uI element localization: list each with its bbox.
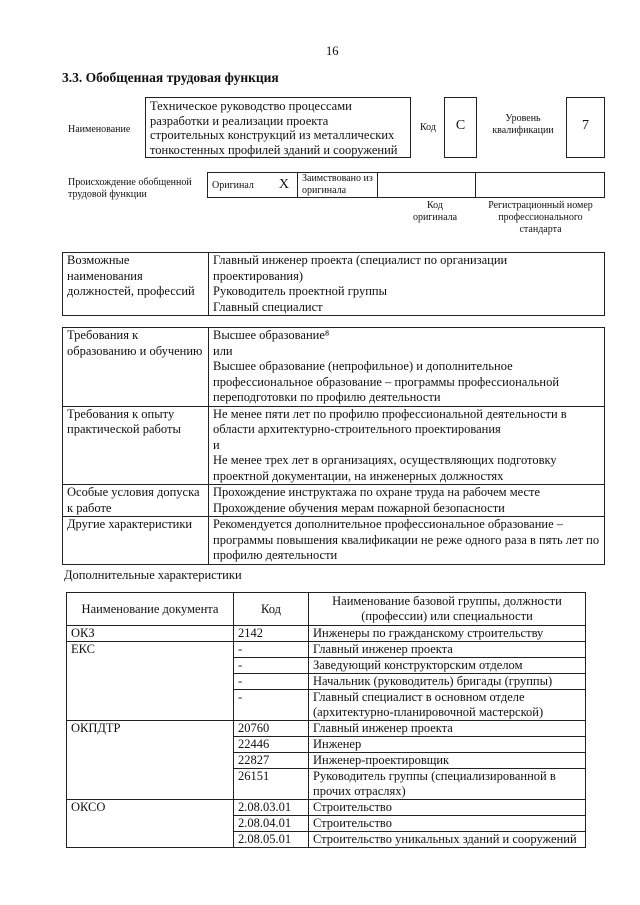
code-cell: - bbox=[234, 642, 309, 658]
code-cell: 2142 bbox=[234, 626, 309, 642]
code-cell: 22827 bbox=[234, 753, 309, 769]
positions-table bbox=[62, 252, 605, 316]
origin-label: Происхождение обобщенной трудовой функции bbox=[68, 177, 192, 200]
title-cell: Начальник (руководитель) бригады (группы) bbox=[309, 674, 586, 690]
title-cell: Инженер bbox=[309, 737, 586, 753]
origin-original-mark: X bbox=[278, 177, 289, 192]
header-code: Код bbox=[234, 593, 309, 626]
requirement-label: Другие характеристики bbox=[63, 517, 209, 565]
name-value: Техническое руководство процессами разработки и реализации проекта строительных конструкций из металлических тонкостенных профилей зданий и сооружений bbox=[150, 99, 398, 157]
title-cell: Строительство bbox=[309, 800, 586, 816]
doc-name-cell: ЕКС bbox=[67, 642, 234, 721]
requirement-value: Высшее образование⁸ или Высшее образование (непрофильное) и дополнительное профессиональное образование – программы профессиональной переподготовки по профилю деятельности bbox=[209, 328, 605, 407]
code-cell: 20760 bbox=[234, 721, 309, 737]
table-row bbox=[67, 800, 586, 816]
title-cell: Строительство bbox=[309, 816, 586, 832]
requirement-label: Требования к опыту практической работы bbox=[63, 406, 209, 485]
requirement-row bbox=[63, 406, 605, 485]
doc-name-cell: ОКПДТР bbox=[67, 721, 234, 800]
name-label: Наименование bbox=[68, 124, 131, 135]
positions-label: Возможные наименования должностей, профессий bbox=[63, 253, 209, 316]
requirement-value: Прохождение инструктажа по охране труда на рабочем месте Прохождение обучения мерам пожарной безопасности bbox=[209, 485, 605, 517]
level-value-box bbox=[566, 97, 605, 158]
requirement-row bbox=[63, 517, 605, 565]
requirements-table bbox=[62, 327, 605, 565]
origin-borrowed-cell bbox=[297, 172, 378, 198]
title-cell: Заведующий конструкторским отделом bbox=[309, 658, 586, 674]
level-label: Уровень квалификации bbox=[492, 113, 554, 136]
code-value-box bbox=[444, 97, 477, 158]
requirement-label: Особые условия допуска к работе bbox=[63, 485, 209, 517]
header-name: Наименование базовой группы, должности (профессии) или специальности bbox=[309, 593, 586, 626]
table-row bbox=[67, 642, 586, 658]
original-code-cell bbox=[377, 172, 476, 198]
reg-number-cell bbox=[475, 172, 605, 198]
title-cell: Главный специалист в основном отделе (архитектурно-планировочной мастерской) bbox=[309, 690, 586, 721]
additional-header-row bbox=[67, 593, 586, 626]
original-code-label: Код оригинала bbox=[412, 200, 458, 223]
code-cell: 26151 bbox=[234, 769, 309, 800]
code-value: C bbox=[455, 118, 466, 133]
requirement-label: Требования к образованию и обучению bbox=[63, 328, 209, 407]
requirement-value: Не менее пяти лет по профилю профессиональной деятельности в области архитектурно-строительного проектирования и Не менее трех лет в организациях, осуществляющих подготовку проектной документации, на инженерных должностях bbox=[209, 406, 605, 485]
code-cell: 22446 bbox=[234, 737, 309, 753]
section-title: 3.3. Обобщенная трудовая функция bbox=[62, 70, 279, 85]
title-cell: Строительство уникальных зданий и сооружений bbox=[309, 832, 586, 848]
origin-borrowed-label: Заимствовано из оригинала bbox=[302, 173, 373, 196]
name-value-box bbox=[145, 97, 411, 158]
title-cell: Главный инженер проекта bbox=[309, 642, 586, 658]
origin-original-cell bbox=[207, 172, 298, 198]
page-number: 16 bbox=[326, 44, 339, 58]
positions-value: Главный инженер проекта (специалист по организации проектирования) Руководитель проектной группы Главный специалист bbox=[209, 253, 605, 316]
code-cell: 2.08.05.01 bbox=[234, 832, 309, 848]
doc-name-cell: ОКСО bbox=[67, 800, 234, 848]
title-cell: Инженеры по гражданскому строительству bbox=[309, 626, 586, 642]
code-cell: 2.08.03.01 bbox=[234, 800, 309, 816]
additional-table bbox=[66, 592, 586, 848]
code-cell: - bbox=[234, 658, 309, 674]
title-cell: Инженер-проектировщик bbox=[309, 753, 586, 769]
requirement-row bbox=[63, 485, 605, 517]
table-row bbox=[67, 721, 586, 737]
code-label: Код bbox=[420, 122, 436, 133]
requirement-row bbox=[63, 328, 605, 407]
level-value: 7 bbox=[582, 118, 589, 133]
requirement-value: Рекомендуется дополнительное профессиональное образование – программы повышения квалификации не реже одного раза в пять лет по профилю деятельности bbox=[209, 517, 605, 565]
reg-number-label: Регистрационный номер профессионального стандарта bbox=[488, 200, 593, 235]
origin-original-label: Оригинал bbox=[212, 180, 254, 191]
title-cell: Руководитель группы (специализированной в прочих отраслях) bbox=[309, 769, 586, 800]
code-cell: - bbox=[234, 674, 309, 690]
additional-title: Дополнительные характеристики bbox=[64, 568, 242, 582]
title-cell: Главный инженер проекта bbox=[309, 721, 586, 737]
table-row bbox=[67, 626, 586, 642]
code-cell: 2.08.04.01 bbox=[234, 816, 309, 832]
doc-name-cell: ОКЗ bbox=[67, 626, 234, 642]
code-cell: - bbox=[234, 690, 309, 721]
header-doc: Наименование документа bbox=[67, 593, 234, 626]
